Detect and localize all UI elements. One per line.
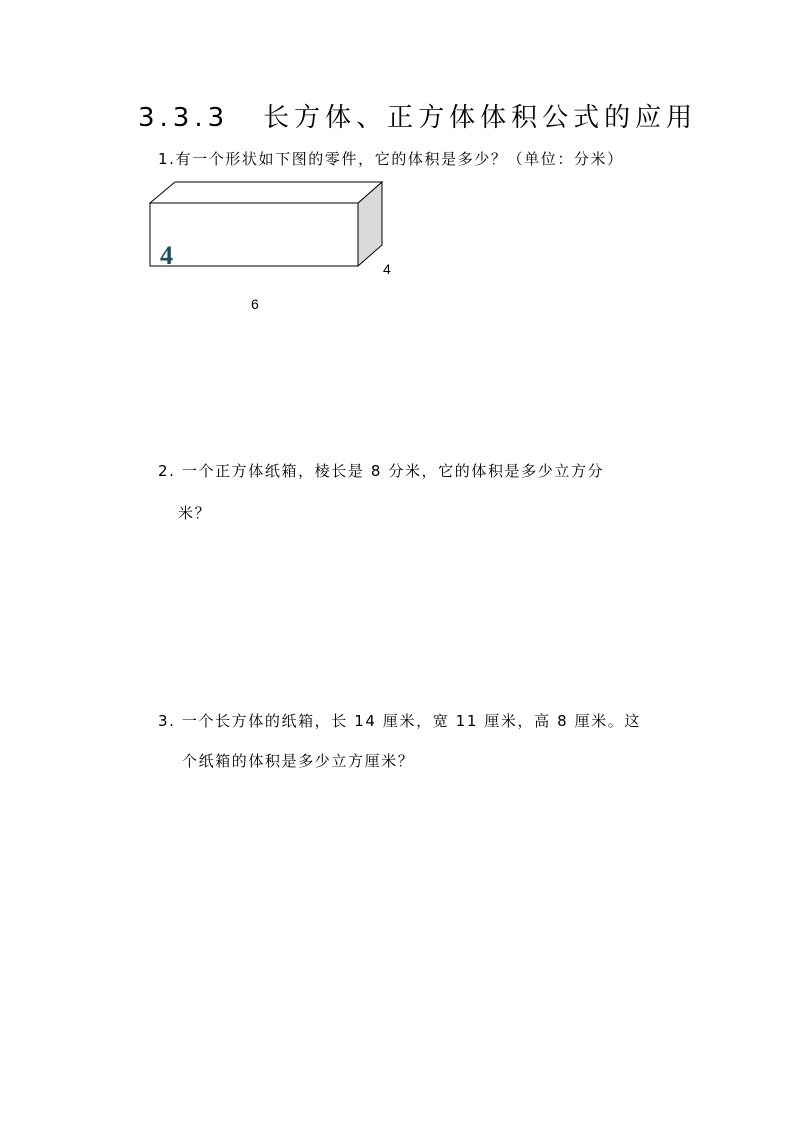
question-1-text: 1.有一个形状如下图的零件，它的体积是多少？（单位：分米） — [158, 150, 624, 168]
cuboid-front-face — [150, 203, 358, 266]
question-3-text: 3. 一个长方体的纸箱，长 14 厘米，宽 11 厘米，高 8 厘米。这 — [158, 712, 642, 730]
height-label: 4 — [160, 241, 173, 270]
section-title: 长方体、正方体体积公式的应用 — [263, 103, 698, 133]
question-2-text: 2. 一个正方体纸箱，棱长是 8 分米，它的体积是多少立方分 — [158, 462, 605, 480]
section-number: 3.3.3 — [138, 103, 230, 133]
question-3-text-cont: 个纸箱的体积是多少立方厘米？ — [182, 752, 415, 770]
width-label: 4 — [383, 261, 391, 277]
length-label: 6 — [251, 296, 259, 312]
question-2-text-cont: 米？ — [178, 504, 212, 522]
cuboid-top-face — [150, 182, 382, 203]
cuboid-figure — [140, 175, 400, 315]
page-title — [138, 98, 697, 138]
cuboid-drawing — [140, 175, 400, 315]
